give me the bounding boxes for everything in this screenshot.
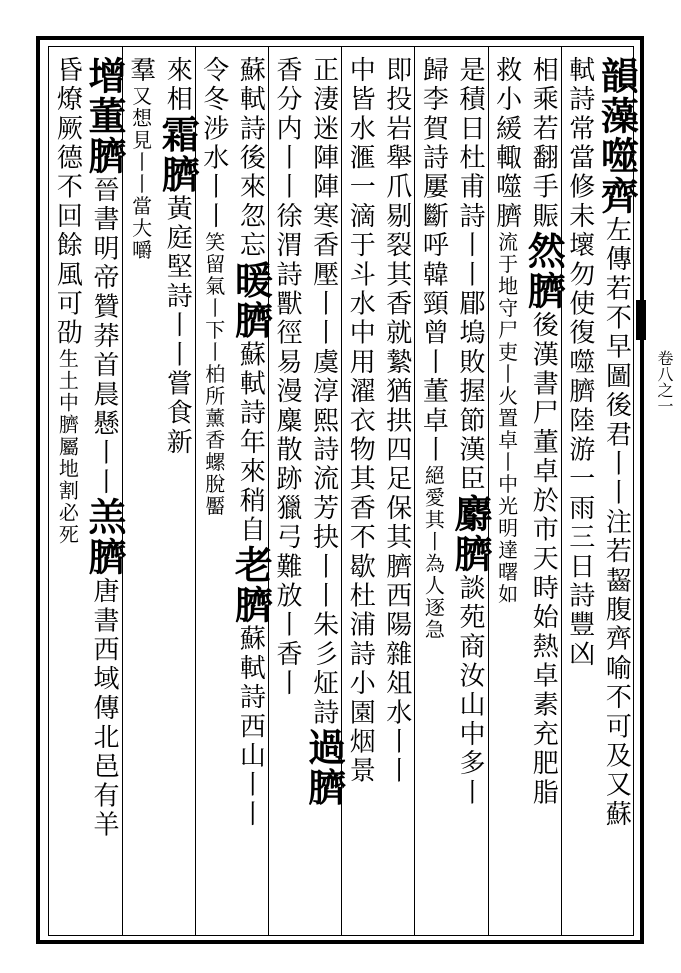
column-text: 軾詩常當修未壞勿使復噬臍陸游一雨三日詩豐凶 — [564, 56, 595, 670]
column-text: 相乘若翻手賑 — [528, 56, 559, 232]
text-column-13 — [155, 56, 201, 926]
text-column-1 — [594, 56, 640, 926]
text-column-6 — [413, 56, 453, 926]
column-text: 後漢書尸董卓於市天時始熱卓素充肥脂 — [528, 311, 559, 808]
column-text: 蘇軾詩西山丨丨 — [235, 624, 266, 830]
text-column-5 — [448, 56, 493, 926]
column-text: 左傳若不早圖後君丨丨注若齧腹齊喻不可及又蘇 — [601, 216, 632, 830]
column-text: 即投岩舉爪剔裂其香就縶猶拱四足保其臍西陽雜俎水丨丨 — [381, 56, 412, 786]
column-text: 中皆水滙一滴于斗水中用濯衣物其香不歇杜浦詩小園烟景 — [345, 56, 376, 786]
column-text: 蘇軾詩年來稍自 — [235, 340, 266, 545]
text-column-3 — [521, 56, 567, 926]
text-column-15 — [82, 56, 127, 926]
column-text: 是積日杜甫詩丨丨郿塢敗握節漢臣 — [455, 56, 485, 494]
column-text: 柏所薰香螺脫靨 — [201, 363, 226, 518]
column-text: 正淒迷陣陣寒香壓丨丨虞淳熙詩流芳抉丨丨朱彡炡詩 — [308, 56, 339, 728]
column-text: 又想見丨丨當大嚼 — [128, 85, 153, 262]
text-column-4 — [487, 56, 527, 926]
text-column-7 — [377, 56, 417, 926]
text-column-14 — [121, 56, 161, 926]
entry-heading: 過臍 — [301, 727, 347, 808]
entry-heading: 霜臍 — [155, 114, 201, 195]
column-text: 絕愛其丨為人逐急 — [421, 464, 446, 641]
column-text: 唐書西域傳北邑有羊 — [89, 577, 119, 841]
entry-heading: 老臍 — [228, 544, 274, 625]
entry-heading: 暖臍 — [228, 260, 274, 341]
entry-heading: 韻藻噬齊 — [594, 56, 640, 216]
margin-tab-marker — [636, 300, 646, 340]
column-text: 來相 — [162, 56, 193, 115]
text-column-9 — [301, 56, 347, 926]
text-column-10 — [267, 56, 307, 926]
text-column-11 — [228, 56, 274, 926]
column-text: 令冬涉水丨丨 — [198, 56, 229, 232]
column-text: 救小緩輙噬臍 — [491, 56, 522, 232]
column-text: 黃庭堅詩丨丨嘗食新 — [162, 194, 193, 458]
column-text: 生土中臍屬地割必死 — [55, 348, 80, 546]
column-text: 笑留氣丨下丨 — [201, 231, 226, 364]
text-column-16 — [47, 56, 87, 926]
margin-label: 卷八之一 — [655, 350, 674, 414]
text-column-2 — [560, 56, 600, 926]
column-text: 蘇軾詩後來忽忘 — [235, 56, 266, 261]
column-text: 歸李賀詩屢斷呼韓頸曾丨董卓丨 — [418, 56, 449, 465]
column-text: 羣 — [125, 56, 156, 86]
entry-heading: 然臍 — [521, 231, 567, 312]
column-text: 談苑商汝山中多丨 — [455, 574, 485, 808]
column-text: 晉書明帝贊莽首晨懸丨丨 — [89, 176, 119, 498]
column-text: 昏燎厥德不回餘風可劭 — [52, 56, 83, 348]
column-text: 香分内丨丨徐渭詩獸徑易漫麋散跡獵弓難放丨香丨 — [272, 56, 302, 699]
column-text: 流于地守尸吏丨火置卓丨中光明達曙如 — [494, 231, 519, 606]
entry-heading: 麝臍 — [448, 494, 493, 574]
entry-heading: 增董臍 — [82, 56, 127, 176]
entry-heading: 羔臍 — [82, 497, 127, 578]
